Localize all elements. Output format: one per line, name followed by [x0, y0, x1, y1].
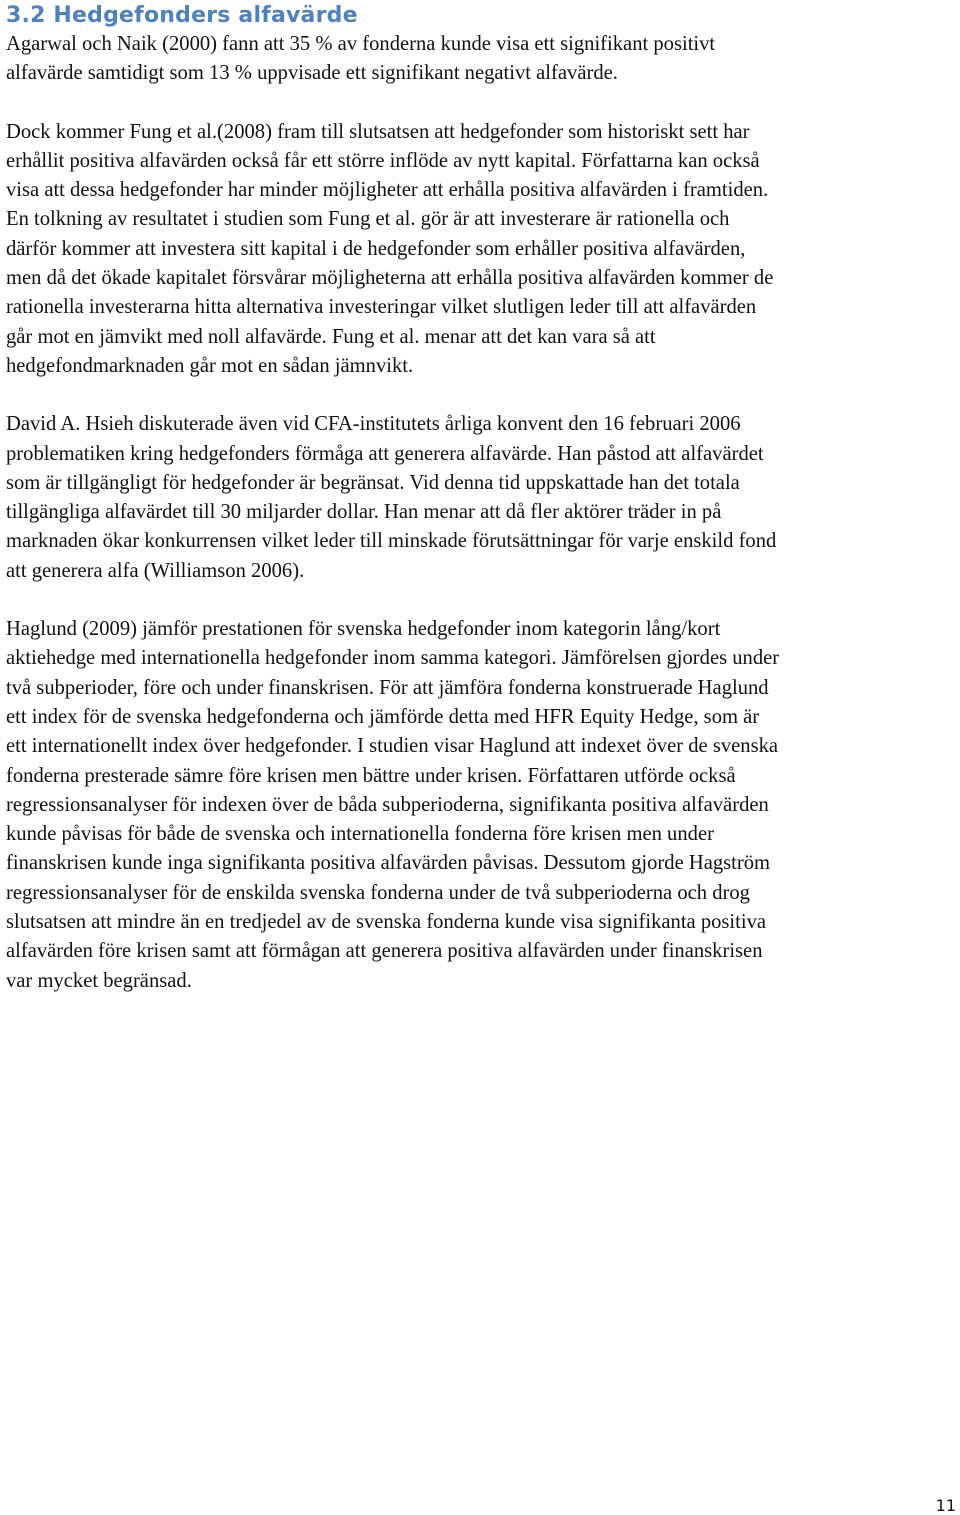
document-page	[6, 0, 956, 996]
section-heading: 3.2 Hedgefonders alfavärde	[6, 3, 358, 28]
paragraph-2	[6, 118, 956, 382]
text-line: En tolkning av resultatet i studien som Fung et al. gör är att investerare är rationella och	[6, 208, 730, 231]
paragraph-4	[6, 615, 956, 996]
text-line: Dock kommer Fung et al.(2008) fram till slutsatsen att hedgefonder som historiskt sett har	[6, 120, 750, 143]
text-line: som är tillgängligt för hedgefonder är begränsat. Vid denna tid uppskattade han det totala	[6, 471, 740, 494]
text-line: ett index för de svenska hedgefonderna och jämförde detta med HFR Equity Hedge, som är	[6, 705, 760, 728]
text-line: ett internationellt index över hedgefonder. I studien visar Haglund att indexet över de svenska	[6, 735, 779, 758]
text-line: Haglund (2009) jämför prestationen för svenska hedgefonder inom kategorin lång/kort	[6, 618, 721, 641]
page-number: 11	[935, 1496, 956, 1515]
text-line: att generera alfa (Williamson 2006).	[6, 559, 305, 582]
text-line: slutsatsen att mindre än en tredjedel av de svenska fonderna kunde visa signifikanta positiva	[6, 911, 767, 934]
text-line: Agarwal och Naik (2000) fann att 35 % av fonderna kunde visa ett signifikant positivt	[6, 33, 716, 55]
paragraph-spacer	[6, 381, 956, 410]
text-line: kunde påvisas för både de svenska och internationella fonderna före krisen men under	[6, 823, 714, 846]
text-line: två subperioder, före och under finanskrisen. För att jämföra fonderna konstruerade Haglund	[6, 676, 769, 699]
text-line: hedgefondmarknaden går mot en sådan jämnvikt.	[6, 354, 414, 377]
text-line: visa att dessa hedgefonder har minder möjligheter att erhålla positiva alfavärden i framtiden.	[6, 179, 769, 202]
text-line: regressionsanalyser för de enskilda svenska fonderna under de två subperioderna och drog	[6, 881, 750, 904]
text-line: regressionsanalyser för indexen över de båda subperioderna, signifikanta positiva alfavärden	[6, 793, 769, 816]
text-line: fonderna presterade sämre före krisen men bättre under krisen. Författaren utförde också	[6, 764, 736, 787]
text-line: tillgängliga alfavärdet till 30 miljarder dollar. Han menar att då fler aktörer träder in på	[6, 501, 722, 524]
paragraph-spacer	[6, 89, 956, 118]
paragraph-3	[6, 410, 956, 586]
text-line: problematiken kring hedgefonders förmåga att generera alfavärde. Han påstod att alfavärdet	[6, 442, 764, 465]
text-line: aktiehedge med internationella hedgefonder inom samma kategori. Jämförelsen gjordes under	[6, 647, 780, 670]
text-line: var mycket begränsad.	[6, 969, 192, 992]
paragraph-1	[6, 30, 956, 89]
text-line: rationella investerarna hitta alternativa investeringar vilket slutligen leder till att alfavärden	[6, 296, 757, 319]
text-line: men då det ökade kapitalet försvårar möjligheterna att erhålla positiva alfavärden kommer de	[6, 267, 774, 290]
text-line: David A. Hsieh diskuterade även vid CFA-institutets årliga konvent den 16 februari 2006	[6, 413, 741, 436]
text-line: går mot en jämvikt med noll alfavärde. Fung et al. menar att det kan vara så att	[6, 325, 656, 348]
text-line: alfavärde samtidigt som 13 % uppvisade ett signifikant negativt alfavärde.	[6, 62, 618, 85]
text-line: finanskrisen kunde inga signifikanta positiva alfavärden påvisas. Dessutom gjorde Hagström	[6, 852, 771, 875]
text-line: alfavärden före krisen samt att förmågan att generera positiva alfavärden under finanskrisen	[6, 940, 763, 963]
text-line: erhållit positiva alfavärden också får ett större inflöde av nytt kapital. Författarna kan också	[6, 149, 760, 172]
text-line: därför kommer att investera sitt kapital i de hedgefonder som erhåller positiva alfavärden,	[6, 237, 746, 260]
paragraph-spacer	[6, 586, 956, 615]
text-line: marknaden ökar konkurrensen vilket leder till minskade förutsättningar för varje enskild fond	[6, 530, 777, 553]
